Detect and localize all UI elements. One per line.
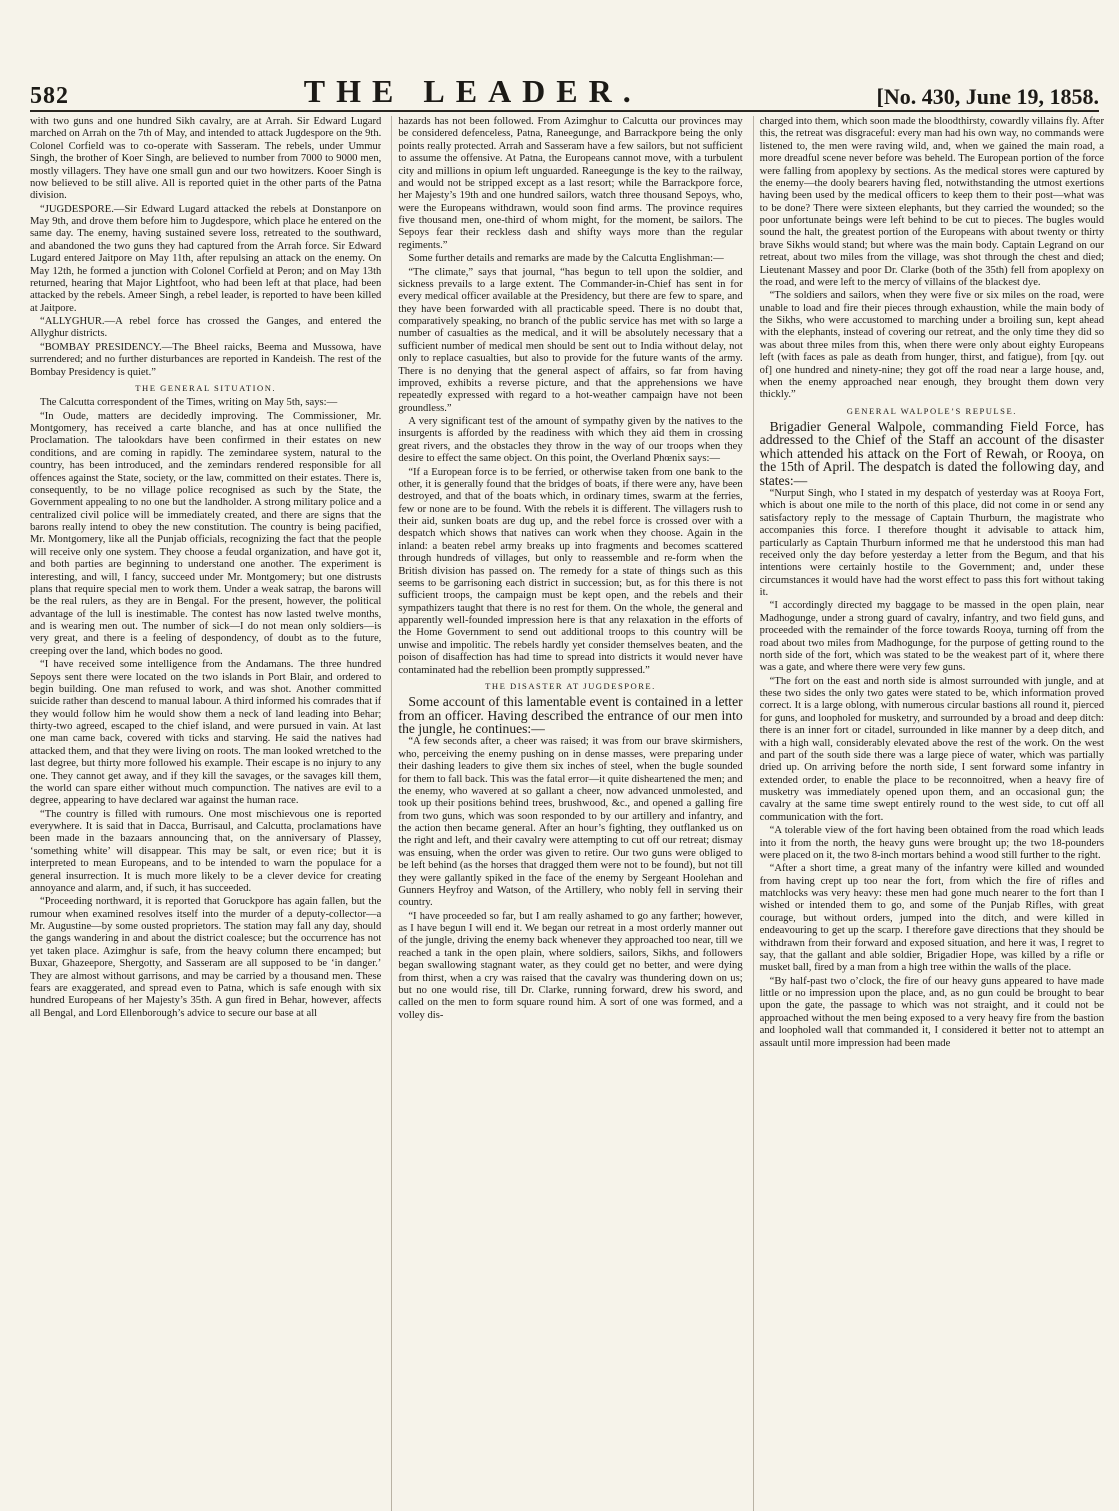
paragraph: The Calcutta correspondent of the Times, writing on May 5th, says:— (40, 397, 338, 409)
column-left (30, 116, 381, 1511)
paragraph: with two guns and one hundred Sikh cavalry, are at Arrah. Sir Edward Lugard marched on Arrah on the 7th of May, and intended to attack Jugdespore on the 9th. Colonel Corfield was to co-operate with Sasseram. The rebels, under Ummur Singh, the brother of Koer Singh, are believed to number from 7000 to 9000 men, mostly villagers. They have one small gun and our two howitzers. Kooer Singh is now believed to be still alive. All is reported quiet in the other parts of the Patna division. (30, 116, 382, 202)
column-middle (391, 116, 742, 1511)
section-heading: THE GENERAL SITUATION. (135, 382, 277, 393)
paragraph: “A tolerable view of the fort having been obtained from the road which leads into it from the north, the heavy guns were brought up; the two 18-pounders were placed on it, the two 8-inch mortars behind a wood still further to the right. (759, 825, 1104, 861)
newspaper-title: THE LEADER. (303, 73, 642, 109)
paragraph: A very significant test of the amount of sympathy given by the natives to the insurgents is afforded by the readiness with which they aid them in crossing great rivers, and the obstacles they throw in the way of our troops when they desire to effect the same object. On this point, the Overland Phœnix says:— (398, 416, 743, 465)
page-number: 582 (30, 83, 69, 109)
paragraph: “JUGDESPORE.—Sir Edward Lugard attacked the rebels at Donstanpore on May 9th, and drove them before him to Jugdespore, which place he entered on the same day. The enemy, having sustained severe loss, retreated to the southward, and abandoned the two guns they had captured from the Arrah force. Sir Edward Lugard entered Jaitpore on May 11th, after repulsing an attack on the enemy. On May 12th, he formed a junction with Colonel Corfield at Peron; and on May 13th returned, hearing that Major Lightfoot, who had been left at that place, had been attacked by the rebels. Ameer Singh, a rebel leader, is reported to have been killed at Jaitpore. (30, 203, 382, 314)
paragraph: “Nurput Singh, who I stated in my despatch of yesterday was at Rooya Fort, which is about one mile to the north of this place, did not come in or send any satisfactory reply to the message of Captain Thurburn, the magistrate who accompanies this force. I therefore thought it advisable to attack him, particularly as Captain Thurburn informed me that he understood this man had received only the day before yesterday a letter from the Begum, and that his intentions were certainly hostile to the Government; and, under these circumstances it would have had the worst effect to pass this fort without taking it. (759, 488, 1104, 599)
paragraph: “I have proceeded so far, but I am really ashamed to go any farther; however, as I have begun I will end it. We began our retreat in a most orderly manner out of the jungle, driving the enemy back whenever they approached too near, till we reached a tank in the open plain, where soldiers, sailors, Sikhs, and followers began swallowing stagnant water, as they could get no better, and were dying from thirst, when a cry was raised that the cavalry was thundering down on us; but no one would rise, till Dr. Clarke, running forward, drew his sword, and called on the men to form square round him. A sort of one was formed, and a volley dis- (398, 910, 743, 1021)
masthead (30, 74, 1099, 112)
article-columns (30, 116, 1104, 1511)
paragraph: “I accordingly directed my baggage to be massed in the open plain, near Madhogunge, under a strong guard of cavalry, infantry, and two field guns, and proceeded with the remainder of the force towards Rooya, turning off from the road about two miles from Madhogunge, for the purpose of getting round to the north side of the fort, which was stated to be the weakest part of it, where there was a gate, and where there were very few guns. (759, 600, 1104, 674)
section-heading: THE DISASTER AT JUGDESPORE. (485, 680, 656, 691)
paragraph: Some further details and remarks are made by the Calcutta Englishman:— (408, 253, 724, 265)
paragraph: “Proceeding northward, it is reported that Goruckpore has again fallen, but the rumour when examined resolves itself into the murder of a deputy-collector—a Mr. Augustine—by some ousted proprietors. The station may fall any day, should the gangs wandering in and about the district coalesce; but the occurrence has not yet taken place. Azimghur is safe, from the heavy column there encamped; but Buxar, Ghazeepore, Shergotty, and Sasseram are all supposed to be ‘in danger.’ They are almost without garrisons, and may be carried by a thousand men. These fears are exaggerated, and spread even to Patna, which is safe enough with six hundred Europeans of her Majesty’s 35th. A gun fired in Behar, however, affects all Bengal, and Lord Ellenborough’s advice to secure our base at all (30, 896, 382, 1019)
paragraph: “A few seconds after, a cheer was raised; it was from our brave skirmishers, who, perceiving the enemy pushing on in dense masses, were preparing under their dashing leaders to give them six inches of steel, when the bugle sounded for them to fall back. This was the fatal error—it quite disheartened the men; and the enemy, who wavered at so gallant a cheer, now advanced unmolested, and took up their positions behind trees, brushwood, &c., and opened a galling fire from two guns, which was soon responded to by our artillery and infantry, and the action then became general. After an hour’s fighting, they outflanked us on the right and left, and their cavalry were attempting to cut off our retreat; dismay was ensuing, when the order was given to retire. Our two guns were obliged to be left behind (as the horses that dragged them were not to be found), but not till they were gallantly spiked in the face of the enemy by Sergeant Hoolehan and Gunners Heyfroy and Watson, of the Artillery, who nobly fell in serving their country. (398, 736, 743, 909)
paragraph: “The climate,” says that journal, “has begun to tell upon the soldier, and sickness prevails to a large extent. The Commander-in-Chief has sent in for every medical officer available at the Presidency, but there are few to spare, and they have been forwarded with all practicable speed. There is no doubt that, comparatively speaking, no branch of the public service has met with so large a number of casualties as the medical, and it will be absolutely necessary that a sufficient number of medical men should be sent out to India without delay, not only to replace casualties, but also to provide for the future wants of the army. There is no denying that the general aspect of affairs, so far from having improved, exhibits a reverse picture, and that the apprehensions we have repeatedly expressed with regard to a hot-weather campaign have not been groundless.” (398, 266, 743, 414)
paragraph: “The country is filled with rumours. One most mischievous one is reported everywhere. It is said that in Dacca, Burrisaul, and Calcutta, proclamations have been made in the bazaars announcing that, on the anniversary of Plassey, ‘something white’ will disappear. This may be salt, or even rice; but it is interpreted to mean Europeans, and to be intended to warn the populace for a general insurrection. It is much more likely to be a clever device for creating annoyance and alarm, and, if such, it has succeeded. (30, 808, 382, 894)
paragraph: “BOMBAY PRESIDENCY.—The Bheel raicks, Beema and Mussowa, have surrendered; and no further disturbances are reported in Kandeish. The rest of the Bombay Presidency is quiet.” (30, 341, 382, 378)
paragraph: “After a short time, a great many of the infantry were killed and wounded from having crept up too near the fort, from which the fire of rifles and matchlocks was very heavy: these men had gone much nearer to the fort than I wished or intended them to go, and some of the Punjab Rifles, with great courage, but without orders, jumped into the ditch, and were killed in endeavouring to get up the scarp. I therefore gave directions that they should be withdrawn from their forward and exposed situation, and here it was, I regret to say, that the gallant and able soldier, Brigadier Hope, was killed by a rifle or musket ball, fired by a man from a high tree within the walls of the place. (759, 863, 1104, 974)
paragraph: “In Oude, matters are decidedly improving. The Commissioner, Mr. Montgomery, has received a carte blanche, and has at once nullified the Proclamation. The talookdars have been confirmed in their estates on new conditions, and are coming in rapidly. The zemindaree system, natural to the country, has been introduced, and the zemindars rendered responsible for all offences against the State, society, or the law, committed on their estates. There is, consequently, to be no village police recognised as such by the State, the Government appealing to no one but the landholder. A strong military police and a centralized civil police will be immediately created, and there are signs that the barons really intend to obey the new constitution. The country is being pacified, Mr. Montgomery, like all the Punjab officials, recognizing the fact that the people will receive only one system. They choose a feudal organization, and have got it, and both parties are beginning to understand one another. The experiment is interesting, and will, I fancy, succeed under Mr. Montgomery; but one distrusts plans that require special men to work them. Under a weak satrap, the barons will be the real rulers, as they are in Bengal. For the present, however, the political advantage of the lull is inestimable. The contest has now lasted twelve months, and is wearing men out. The number of sick—I do not mean only soldiers—is very great, and there is a feeling of despondency, of doubt as to the future, creeping over the land, which bodes no good. (30, 410, 382, 657)
paragraph: “I have received some intelligence from the Andamans. The three hundred Sepoys sent there were located on the two islands in Port Blair, and ordered to begin building. One man refused to work, and was shot. Another committed suicide rather than descend to manual labour. A third informed his comrades that if they would follow him he would show them a neck of land leading into Behar; thirty-two agreed, escaped to the chief island, and were pursued in vain. At last one man came back, covered with ticks and starving. He said the natives had attacked them, and that they were living on roots. The man looked wretched to the last degree, but thirty more followed his example. Their escape is no injury to any one. They cannot get away, and if they kill the savages, or the savages kill them, the world can spare either without much compunction. The natives are evil to a degree, appearing to have declared war against the human race. (30, 659, 382, 807)
column-right (753, 116, 1104, 1511)
paragraph: “The soldiers and sailors, when they were five or six miles on the road, were unable to load and fire their pieces through exhaustion, while the main body of the Sikhs, who were accustomed to marching under a broiling sun, kept ahead with the elephants, instead of covering our retreat, and the only time they did so was about three miles from this, when there were only about eighty Europeans left (with faces as pale as death from hunger, thirst, and fatigue), from [qy. out of] one hundred and ninety-nine; they got off the road near a large house, and, when the enemy approached near enough, they brought them down very thickly.” (759, 290, 1104, 401)
paragraph: Brigadier General Walpole, commanding Field Force, has addressed to the Chief of the Staff an account of the disaster which attended his attack on the Fort of Rewah, or Rooya, on the 15th of April. The despatch is dated the following day, and states:— (759, 419, 1104, 488)
paragraph: Some account of this lamentable event is contained in a letter from an officer. Having described the entrance of our men into the jungle, he continues:— (398, 694, 743, 737)
paragraph: charged into them, which soon made the bloodthirsty, cowardly villains fly. After this, the retreat was disgraceful: every man had his own way, no commands were listened to, the men were raving wild, and, when we gained the main road, a more dreadful scene never before was beheld. The European portion of the force were falling from apoplexy by sections. As the medical stores were captured by the enemy—the dooly bearers having fled, notwithstanding the utmost exertions having been used by the medical officers to keep them to their post—what was to be done? There were sixteen elephants, but they carried the wounded; so the poor unfortunate beings were left behind to be cut to pieces. The bugles would sound the halt, the greatest portion of the Europeans with about twenty or thirty brave Sikhs would stand; but where was the main body. Captain Legrand on our retreat, about two miles from the village, was shot through the chest and died; Lieutenant Massey and poor Dr. Clarke (both of the 35th) fell from apoplexy on the road, and were left to the mercy of villains of the blackest dye. (759, 116, 1104, 288)
paragraph: “By half-past two o’clock, the fire of our heavy guns appeared to have made little or no impression upon the place, and, as no gun could be brought to bear upon the gate, the passage to which was not straight, and it could not be approached without the men being exposed to a very heavy fire from the bastion and loopholed wall that commanded it, I considered it better not to attempt an assault until more impression had been made (759, 975, 1104, 1049)
paragraph: “ALLYGHUR.—A rebel force has crossed the Ganges, and entered the Allyghur districts. (30, 316, 382, 340)
paragraph: “The fort on the east and north side is almost surrounded with jungle, and at these two sides the only two gates were stated to be, which information proved correct. It is a large oblong, with numerous circular bastions all round it, pierced for guns, and loopholed for musketry, and surrounded by a broad and deep ditch: there is an inner fort or citadel, surrounded in like manner by a deep ditch, and with a high wall, considerably elevated above the rest of the work. On the west and part of the south side there was a large piece of water, which was partially dried up. On arriving before the north side, I sent forward some infantry in extended order, to enable the place to be reconnoitred, when a heavy fire of musketry was immediately opened upon them, and an occasional gun; the cavalry at the same time swept entirely round to the west side, to cut off all communication with the fort. (759, 675, 1104, 823)
paragraph: “If a European force is to be ferried, or otherwise taken from one bank to the other, it is generally found that the bridges of boats, if there were any, have been destroyed, and that of the boats which, in ordinary times, swarm at the ferries, few or none are to be found. With the rebels it is different. The villagers rush to their aid, sunken boats are dug up, and the rebel force is crossed over with a despatch which shows that natives can work when they choose. Again in the inland: a beaten rebel army breaks up into fragments and becomes scattered through hundreds of villages, but only to reassemble and re-form when the British division has passed on. The remedy for a state of things such as this seems to be garrisoning each district in succession; but, as for this there is not sufficient troops, the campaign must be kept open, and the rebels and their sympathizers taught that there is no rest for them. On the whole, the general and apparently well-founded impression here is that any relaxation in the efforts of the Home Government to send out additional troops to this country will be unwise and impolitic. The rebels hardly yet consider themselves beaten, and the poison of disaffection has had time to spread into districts it would never have contaminated had the rebellion been promptly suppressed.” (398, 466, 743, 676)
section-heading: GENERAL WALPOLE’S REPULSE. (846, 405, 1017, 416)
issue-date: [No. 430, June 19, 1858. (876, 84, 1099, 109)
paragraph: hazards has not been followed. From Azimghur to Calcutta our provinces may be considered defenceless, Patna, Raneegunge, and Barrackpore being the only points really protected. Arrah and Sasseram have a few sailors, but not sufficient to assume the offensive. At Patna, the Europeans cannot move, with a turbulent city and millions in opium left unguarded. Raneegunge is the key to the railway, and would not be stripped except as a last resort; while the Barrackpore force, her Majesty’s 19th and one hundred sailors, watch three thousand Sepoys, who, were the Europeans withdrawn, would soon find arms. The province requires five thousand men, one-third of whom might, for the moment, be sailors. The Sepoys fear their reckless dash and shifty ways more than the regular regiments.” (398, 116, 743, 251)
